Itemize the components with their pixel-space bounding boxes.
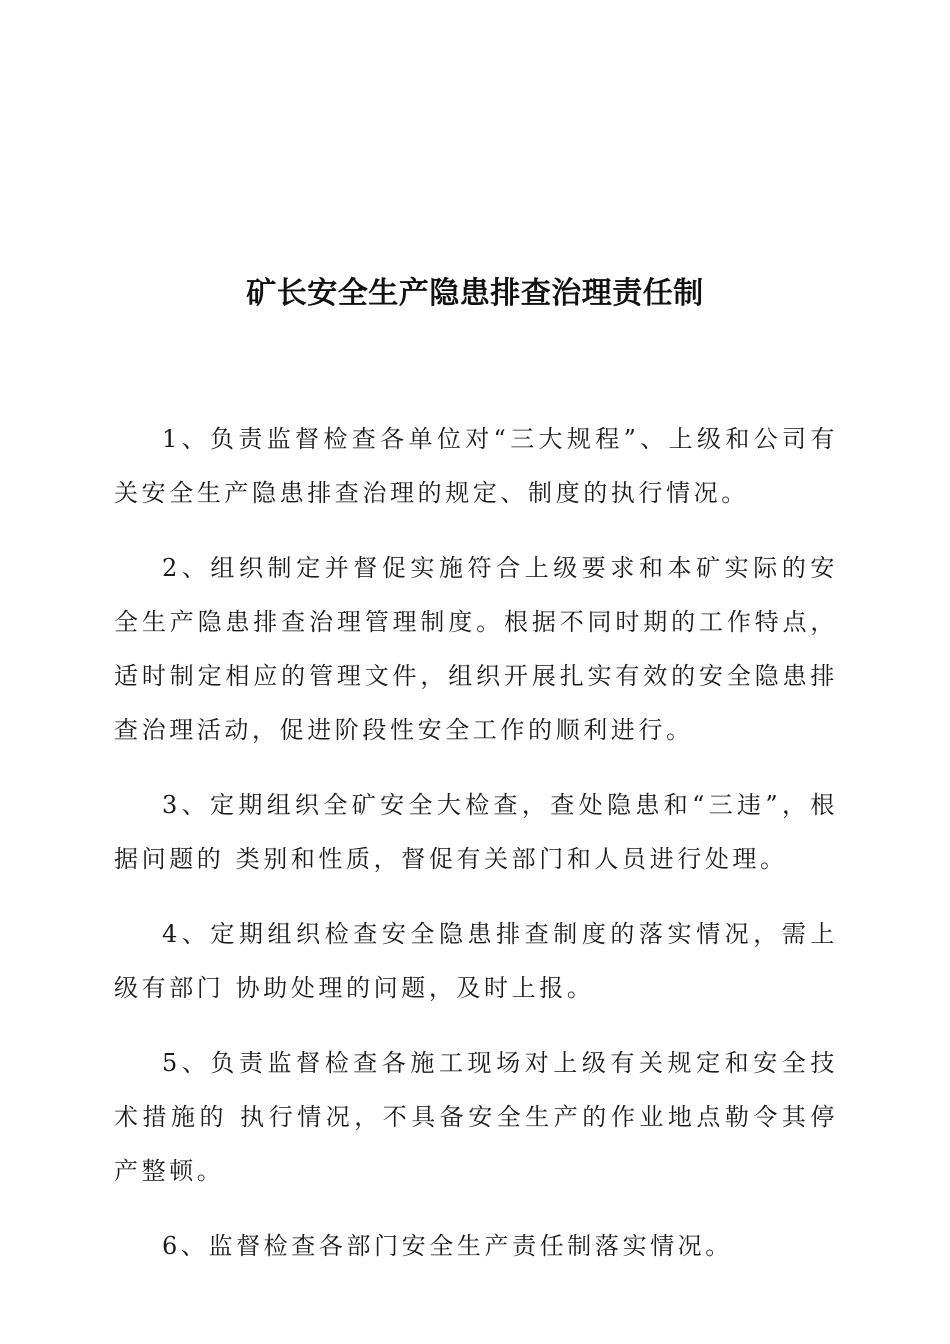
clause-1: 1、负责监督检查各单位对“三大规程”、上级和公司有关安全生产隐患排查治理的规定、制度的执行情况。 <box>114 425 838 507</box>
document-title: 矿长安全生产隐患排查治理责任制 <box>246 276 704 311</box>
clause-6: 6、监督检查各部门安全生产责任制落实情况。 <box>162 1232 733 1260</box>
clause-5: 5、负责监督检查各施工现场对上级有关规定和安全技术措施的 执行情况，不具备安全生产的作业地点勒令其停产整顿。 <box>114 1049 838 1185</box>
clause-3: 3、定期组织全矿安全大检查，查处隐患和“三违”，根据问题的 类别和性质，督促有关部门和人员进行处理。 <box>114 791 838 873</box>
clause-2: 2、组织制定并督促实施符合上级要求和本矿实际的安全生产隐患排查治理管理制度。根据不同时期的工作特点，适时制定相应的管理文件，组织开展扎实有效的安全隐患排查治理活动，促进阶段性安全工作的顺利进行。 <box>114 554 838 744</box>
clause-4: 4、定期组织检查安全隐患排查制度的落实情况，需上级有部门 协助处理的问题，及时上报。 <box>114 920 838 1002</box>
document-body <box>114 412 838 1294</box>
